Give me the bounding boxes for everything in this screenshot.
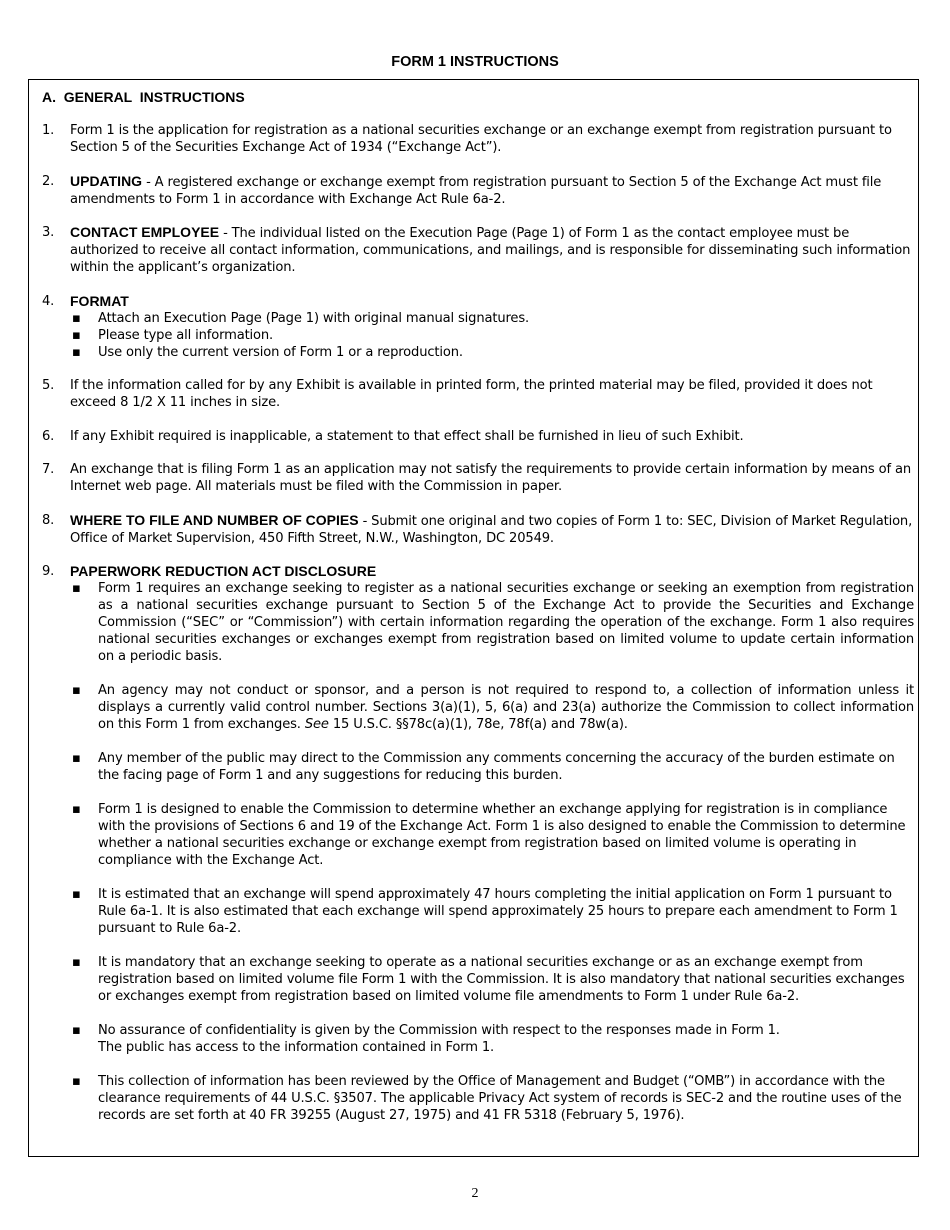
item-heading: UPDATING (70, 172, 143, 189)
item-number: 9. (42, 564, 55, 579)
instruction-item-3 (29, 224, 918, 276)
see-citation-signal: See (304, 717, 329, 732)
bullet-text-line2: The public has access to the information contained in Form 1. (98, 1040, 495, 1055)
instruction-item-6 (29, 428, 918, 445)
bullet-icon: ▪ (72, 327, 81, 343)
instruction-item-1 (29, 122, 918, 156)
bullet-text: No assurance of confidentiality is given by the Commission with respect to the responses made in Form 1. (98, 1023, 780, 1038)
item-number: 1. (42, 123, 55, 138)
item-number: 4. (42, 293, 55, 309)
bullet-text: Please type all information. (98, 327, 274, 343)
item-number: 3. (42, 225, 55, 240)
instruction-list (29, 122, 918, 1141)
bullet-icon: ▪ (72, 683, 81, 698)
format-bullet (70, 327, 914, 344)
bullet-text: Form 1 is designed to enable the Commission to determine whether an exchange applying for registration is in compliance with the provisions of Sections 6 and 19 of the Exchange Act. Form 1 is also designed to enable the Commission to determine whether a national securities exchange or exchange exempt from registration based on limited volume is operating in compliance with the Exchange Act. (98, 802, 906, 868)
bullet-text: Any member of the public may direct to the Commission any comments concerning the accuracy of the burden estimate on the facing page of Form 1 and any suggestions for reducing this burden. (98, 751, 895, 783)
item-number: 7. (42, 462, 55, 477)
paperwork-bullet (70, 580, 914, 665)
bullet-text: This collection of information has been reviewed by the Office of Management and Budget (“OMB”) in accordance with the clearance requirements of 44 U.S.C. §3507. The applicable Privacy Act system of records is SEC-2 and the routine uses of the records are set forth at 40 FR 39255 (August 27, 1975) and 41 FR 5318 (February 5, 1976). (98, 1074, 902, 1123)
bullet-text-cont: 15 U.S.C. §§78c(a)(1), 78e, 78f(a) and 78w(a). (328, 717, 628, 732)
paperwork-bullet (70, 1022, 914, 1056)
item-text: If the information called for by any Exhibit is available in printed form, the printed material may be filed, provided it does not exceed 8 1/2 X 11 inches in size. (70, 378, 873, 410)
paperwork-bullet (70, 682, 914, 733)
page-number: 2 (471, 1186, 479, 1201)
bullet-icon: ▪ (72, 802, 81, 817)
item-text: - A registered exchange or exchange exempt from registration pursuant to Section 5 of the Exchange Act must file amendments to Form 1 in accordance with Exchange Act Rule 6a-2. (70, 174, 882, 207)
bullet-text: An agency may not conduct or sponsor, and a person is not required to respond to, a collection of information unless it displays a currently valid control number. Sections 3(a)(1), 5, 6(a) and 23(a) authorize the Commission to collect information on this Form 1 from exchanges. (98, 683, 914, 732)
bullet-icon: ▪ (72, 581, 81, 596)
item-number: 6. (42, 428, 55, 444)
instruction-item-8 (29, 512, 918, 547)
section-heading: A. GENERAL INSTRUCTIONS (42, 89, 245, 105)
item-heading: WHERE TO FILE AND NUMBER OF COPIES (70, 511, 359, 528)
bullet-icon: ▪ (72, 344, 81, 360)
bullet-icon: ▪ (72, 1074, 81, 1089)
bullet-text: It is estimated that an exchange will spend approximately 47 hours completing the initial application on Form 1 pursuant to Rule 6a-1. It is also estimated that each exchange will spend approximately 25 hours to prepare each amendment to Form 1 pursuant to Rule 6a-2. (98, 887, 898, 936)
bullet-text: It is mandatory that an exchange seeking to operate as a national securities exchange or as an exchange exempt from registration based on limited volume file Form 1 with the Commission. It is also mandatory that national securities exchanges or exchanges exempt from registration based on limited volume file amendments to Form 1 under Rule 6a-2. (98, 955, 905, 1004)
paperwork-bullet (70, 886, 914, 937)
bullet-icon: ▪ (72, 887, 81, 902)
item-text: If any Exhibit required is inapplicable, a statement to that effect shall be furnished in lieu of such Exhibit. (70, 428, 744, 444)
paperwork-bullet (70, 801, 914, 869)
bullet-text: Use only the current version of Form 1 or a reproduction. (98, 344, 463, 360)
bullet-text: Attach an Execution Page (Page 1) with original manual signatures. (98, 310, 530, 326)
item-number: 2. (42, 173, 55, 189)
paperwork-bullet (70, 1073, 914, 1124)
bullet-icon: ▪ (72, 751, 81, 766)
item-heading: PAPERWORK REDUCTION ACT DISCLOSURE (70, 563, 377, 579)
paperwork-bullet-list (70, 580, 914, 1124)
instruction-item-5 (29, 377, 918, 411)
item-text: - The individual listed on the Execution Page (Page 1) of Form 1 as the contact employee must be authorized to receive all contact information, communications, and mailings, and is responsible for disseminating such information within the applicant’s organization. (70, 226, 911, 275)
item-heading: CONTACT EMPLOYEE (70, 224, 220, 240)
item-text: - Submit one original and two copies of Form 1 to: SEC, Division of Market Regulation, Office of Market Supervision, 450 Fifth Street, N.W., Washington, DC 20549. (70, 513, 913, 546)
page-title: FORM 1 INSTRUCTIONS (391, 54, 559, 70)
paperwork-bullet (70, 750, 914, 784)
instruction-item-2 (29, 173, 918, 208)
instruction-item-7 (29, 461, 918, 495)
instructions-box (28, 79, 919, 1157)
instruction-item-9 (29, 563, 918, 1124)
item-number: 5. (42, 378, 55, 393)
item-number: 8. (42, 512, 55, 528)
item-text: An exchange that is filing Form 1 as an application may not satisfy the requirements to provide certain information by means of an Internet web page. All materials must be filed with the Commission in paper. (70, 462, 911, 494)
bullet-icon: ▪ (72, 955, 81, 970)
bullet-icon: ▪ (72, 310, 81, 326)
format-bullet-list (70, 310, 914, 361)
instruction-item-4 (29, 293, 918, 361)
paperwork-bullet (70, 954, 914, 1005)
format-bullet (70, 310, 914, 327)
item-text: Form 1 is the application for registration as a national securities exchange or an exchange exempt from registration pursuant to Section 5 of the Securities Exchange Act of 1934 (“Exchange Act”). (70, 123, 892, 155)
bullet-text: Form 1 requires an exchange seeking to register as a national securities exchange or seeking an exemption from registration as a national securities exchange pursuant to Section 5 of the Exchange Act to provide the Securities and Exchange Commission (“SEC” or “Commission”) with certain information regarding the operation of the exchange. Form 1 also requires national securities exchanges or exchanges exempt from registration based on limited volume to update certain information on a periodic basis. (98, 581, 914, 664)
item-heading: FORMAT (70, 292, 129, 309)
bullet-icon: ▪ (72, 1023, 81, 1038)
format-bullet (70, 344, 914, 361)
